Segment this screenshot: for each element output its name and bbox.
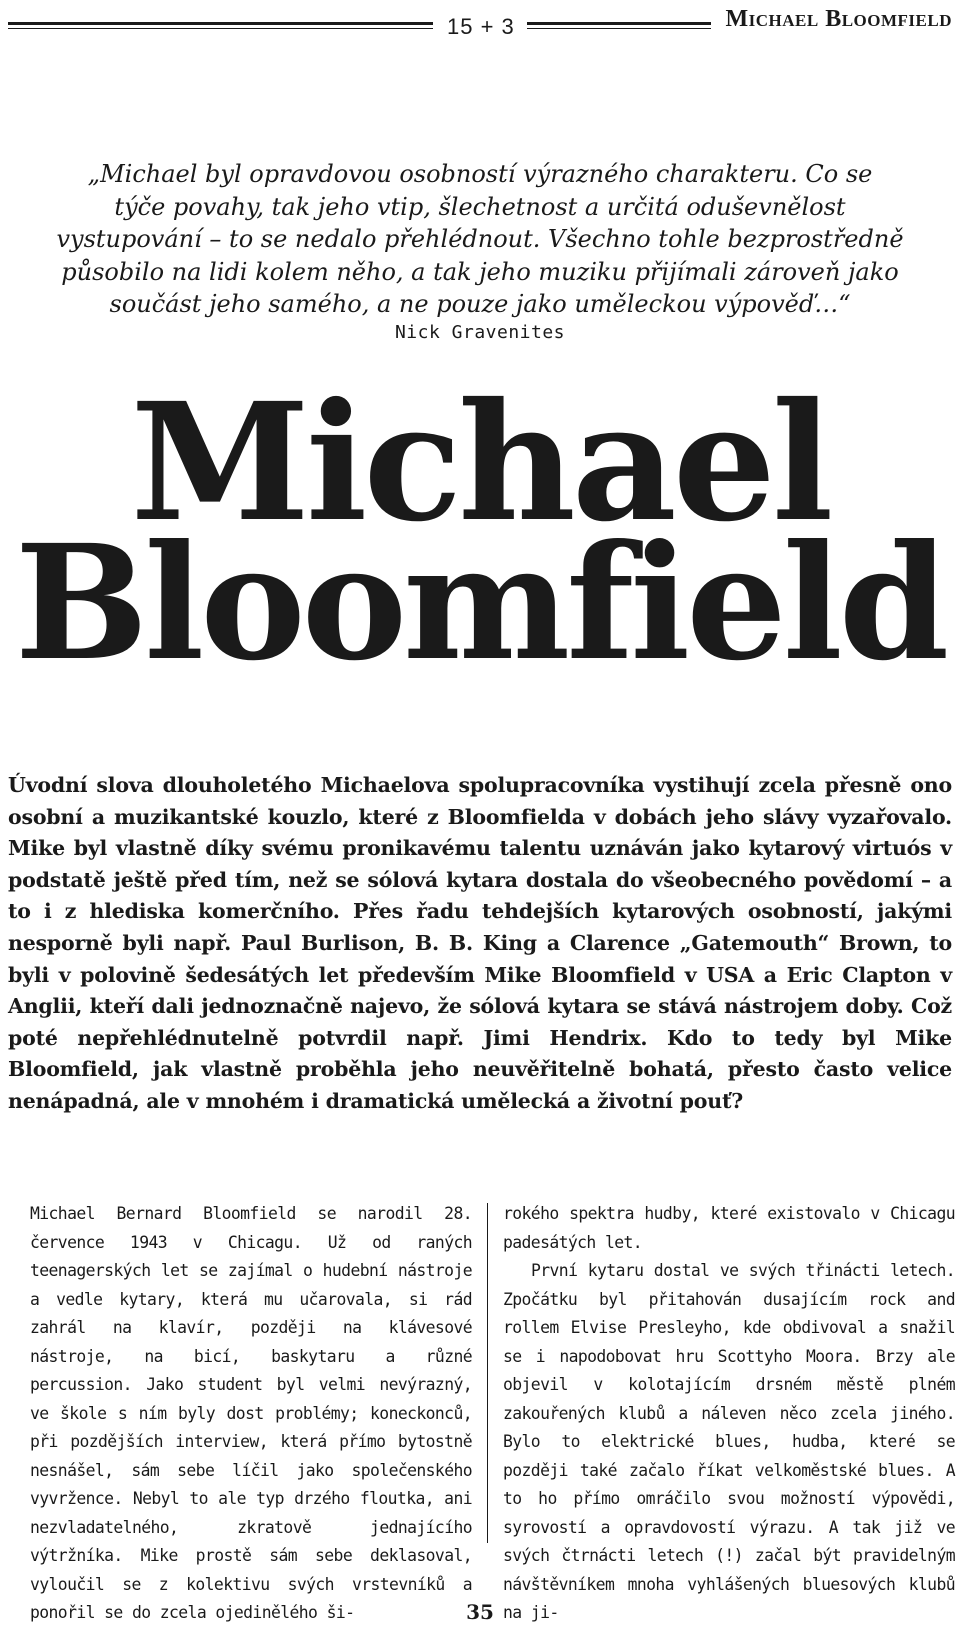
quote-line: „Michael byl opravdovou osobností výrazného charakteru. Co se xyxy=(87,160,873,188)
lead-paragraph: Úvodní slova dlouholetého Michaelova spolupracovníka vystihují zcela přesně ono osobní a muzikantské kouzlo, které z Bloomfielda v dobách jeho slávy vyzařovalo. Mike byl vlastně díky svému pronikavému talentu uznáván jako kytarový virtuós v podstatě ještě před tím, než se sólová kytara dostala do všeobecného povědomí – a to i z hlediska komerčního. Přes řadu tehdejších kytarových osobností, jakými nesporně byli např. Paul Burlison, B. B. King a Clarence „Gatemouth“ Brown, to byli v polovině šedesátých let především Mike Bloomfield v USA a Eric Clapton v Anglii, kteří dali jednoznačně najevo, že sólová kytara se stává nástrojem doby. Což poté nepřehlédnutelně potvrdil např. Jimi Hendrix. Kdo to tedy byl Mike Bloomfield, jak vlastně proběhla jeho neuvěřitelně bohatá, přesto často velice nenápadná, ale v mnohém i dramatická umělecká a životní pouť? xyxy=(8,773,952,1113)
page-header xyxy=(0,0,960,50)
body-column-left xyxy=(30,1200,472,1628)
header-page-count: 15 + 3 xyxy=(447,14,515,39)
body-paragraph: rokého spektra hudby, které existovalo v Chicagu padesátých let. xyxy=(503,1204,955,1252)
chapter-title-first-name: Michael xyxy=(130,368,830,558)
quote-line: vystupování – to se nedalo přehlédnout. Všechno tohle bezprostředně xyxy=(56,225,904,253)
opening-quote xyxy=(0,158,960,321)
column-divider xyxy=(487,1203,488,1543)
body-paragraph: První kytaru dostal ve svých třinácti letech. Zpočátku byl přitahován dusajícím rock and rollem Elvise Presleyho, kde obdivoval a snažil se i napodobovat hru Scottyho Moora. Brzy ale objevil v kolotajícím drsném městě plném zakouřených klubů a náleven něco zcela jiného. Bylo to elektrické blues, hudba, které se později také začalo říkat velkoměstské blues. A to ho přímo omráčilo svou možností výpovědi, syrovostí a opravdovostí výrazu. A tak již ve svých čtrnácti letech (!) začal být pravidelným návštěvníkem mnoha vyhlášených bluesových klubů na ji- xyxy=(503,1261,955,1622)
body-column-right xyxy=(503,1200,955,1628)
quote-line: působilo na lidi kolem něho, a tak jeho muziku přijímali zároveň jako xyxy=(61,257,899,286)
running-title: Michael Bloomfield xyxy=(725,6,952,32)
quote-author: Nick Gravenites xyxy=(394,322,566,343)
quote-line: součást jeho samého, a ne pouze jako uměleckou výpověď…“ xyxy=(109,290,851,318)
body-paragraph: Michael Bernard Bloomfield se narodil 28. července 1943 v Chicagu. Už od raných teenagerských let se zajímal o hudební nástroje a vedle kytary, která mu učarovala, si rád zahrál na klavír, později na klávesové nástroje, na bicí, baskytaru a různé percussion. Jako student byl velmi nevýrazný, ve škole s ním byly dost problémy; koneckonců, při pozdějších interview, která přímo bytostně nesnášel, sám sebe líčil jako společenského vyvržence. Nebyl to ale typ drzého floutka, ani nezvladatelného, zkratově jednajícího výtržníka. Mike prostě sám sebe deklasoval, vyloučil se z kolektivu svých vrstevníků a ponořil se do zcela ojedinělého ši- xyxy=(30,1204,472,1622)
quote-line: týče povahy, tak jeho vtip, šlechetnost a určitá oduševnělost xyxy=(114,192,846,221)
page-number: 35 xyxy=(466,1600,494,1624)
header-rule-left xyxy=(8,22,433,29)
header-rule-mid xyxy=(527,22,711,29)
chapter-title-last-name: Bloomfield xyxy=(14,511,946,696)
